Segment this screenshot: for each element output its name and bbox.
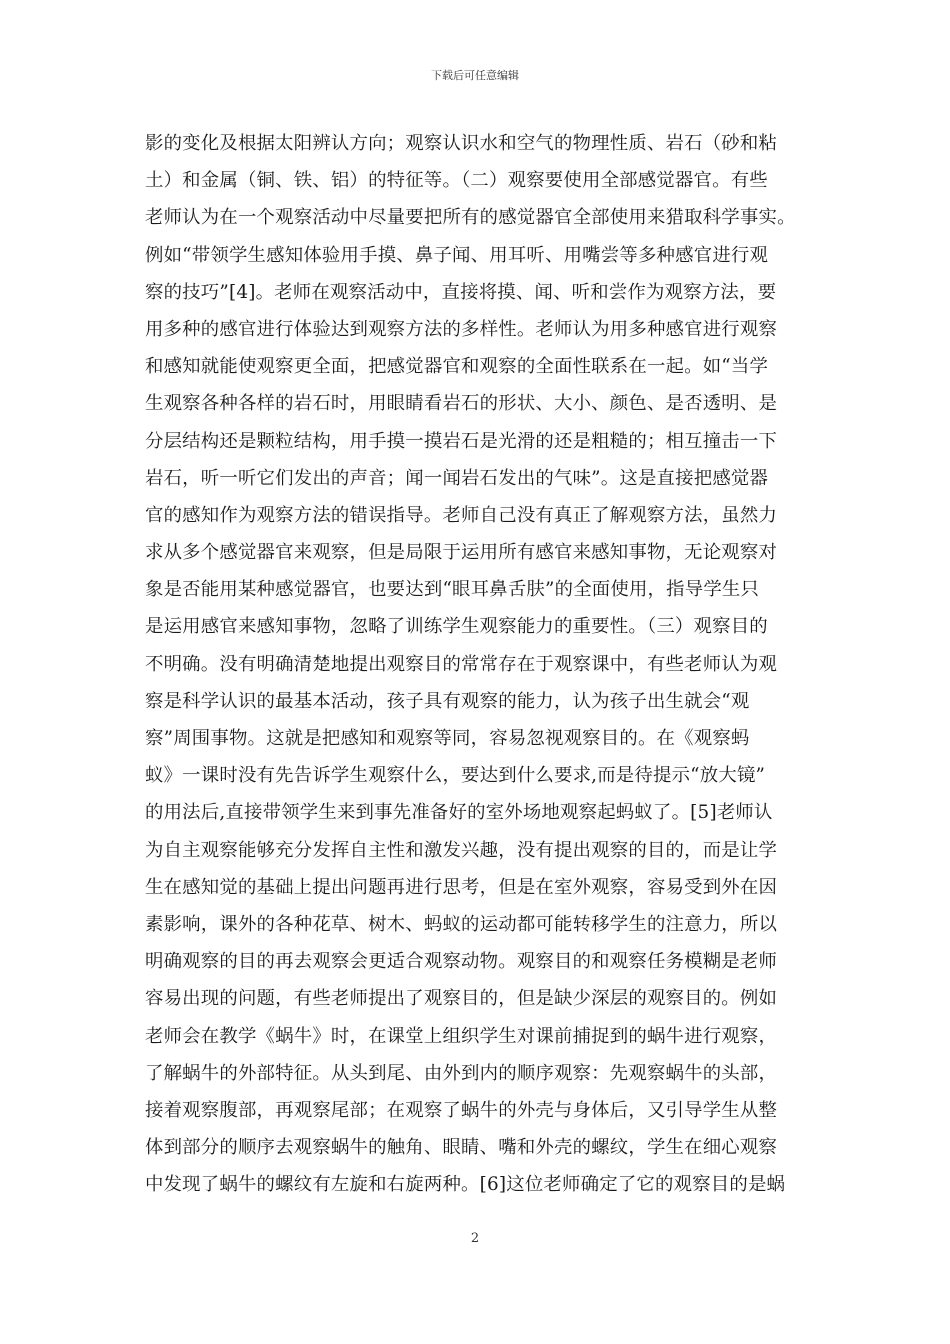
page-header: 下载后可任意编辑	[431, 69, 519, 82]
text-line: 容易出现的问题，有些老师提出了观察目的，但是缺少深层的观察目的。例如	[145, 988, 778, 1010]
text-line: 中发现了蜗牛的螺纹有左旋和右旋两种。[6]这位老师确定了它的观察目的是蜗	[145, 1174, 786, 1196]
text-line: 土）和金属（铜、铁、铝）的特征等。（二）观察要使用全部感觉器官。有些	[145, 170, 768, 192]
text-line: 官的感知作为观察方法的错误指导。老师自己没有真正了解观察方法，虽然力	[145, 504, 778, 526]
text-line: 是运用感官来感知事物，忽略了训练学生观察能力的重要性。（三）观察目的	[145, 616, 768, 638]
text-line: 接着观察腹部，再观察尾部；在观察了蜗牛的外壳与身体后，又引导学生从整	[145, 1099, 778, 1121]
text-line: 察的技巧”[4]。老师在观察活动中，直接将摸、闻、听和尝作为观察方法，要	[145, 281, 777, 303]
text-line: 生在感知觉的基础上提出问题再进行思考，但是在室外观察，容易受到外在因	[145, 876, 778, 898]
text-line: 了解蜗牛的外部特征。从头到尾、由外到内的顺序观察：先观察蜗牛的头部，	[145, 1062, 778, 1084]
text-line: 明确观察的目的再去观察会更适合观察动物。观察目的和观察任务模糊是老师	[145, 951, 778, 973]
text-line: 素影响，课外的各种花草、树木、蚂蚁的运动都可能转移学生的注意力，所以	[145, 913, 778, 935]
text-line: 老师会在教学《蜗牛》时，在课堂上组织学生对课前捕捉到的蜗牛进行观察，	[145, 1025, 778, 1047]
body-text	[145, 125, 805, 1203]
text-line: 用多种的感官进行体验达到观察方法的多样性。老师认为用多种感官进行观察	[145, 318, 778, 340]
text-line: 察是科学认识的最基本活动，孩子具有观察的能力，认为孩子出生就会“观	[145, 690, 750, 712]
text-line: 生观察各种各样的岩石时，用眼睛看岩石的形状、大小、颜色、是否透明、是	[145, 393, 778, 415]
text-line: 体到部分的顺序去观察蜗牛的触角、眼睛、嘴和外壳的螺纹，学生在细心观察	[145, 1137, 778, 1159]
text-line: 例如“带领学生感知体验用手摸、鼻子闻、用耳听、用嘴尝等多种感官进行观	[145, 244, 769, 266]
text-line: 蚁》一课时没有先告诉学生观察什么，要达到什么要求,而是待提示“放大镜”	[145, 765, 766, 787]
text-line: 分层结构还是颗粒结构，用手摸一摸岩石是光滑的还是粗糙的；相互撞击一下	[145, 430, 778, 452]
text-line: 察”周围事物。这就是把感知和观察等同，容易忽视观察目的。在《观察蚂	[145, 728, 750, 749]
text-line: 影的变化及根据太阳辨认方向；观察认识水和空气的物理性质、岩石（砂和粘	[145, 133, 778, 154]
text-line: 和感知就能使观察更全面，把感觉器官和观察的全面性联系在一起。如“当学	[145, 356, 769, 378]
text-line: 老师认为在一个观察活动中尽量要把所有的感觉器官全部使用来猎取科学事实。	[145, 207, 796, 229]
text-line: 的用法后,直接带领学生来到事先准备好的室外场地观察起蚂蚁了。[5]老师认	[145, 802, 773, 824]
text-line: 象是否能用某种感觉器官，也要达到“眼耳鼻舌肤”的全面使用，指导学生只	[145, 579, 760, 601]
text-line: 求从多个感觉器官来观察，但是局限于运用所有感官来感知事物，无论观察对	[145, 542, 778, 564]
page-number: 2	[470, 1231, 480, 1246]
text-line: 岩石，听一听它们发出的声音；闻一闻岩石发出的气味”。这是直接把感觉器	[145, 467, 769, 489]
text-line: 为自主观察能够充分发挥自主性和激发兴趣，没有提出观察的目的，而是让学	[145, 839, 778, 861]
text-line: 不明确。没有明确清楚地提出观察目的常常存在于观察课中，有些老师认为观	[145, 653, 778, 675]
